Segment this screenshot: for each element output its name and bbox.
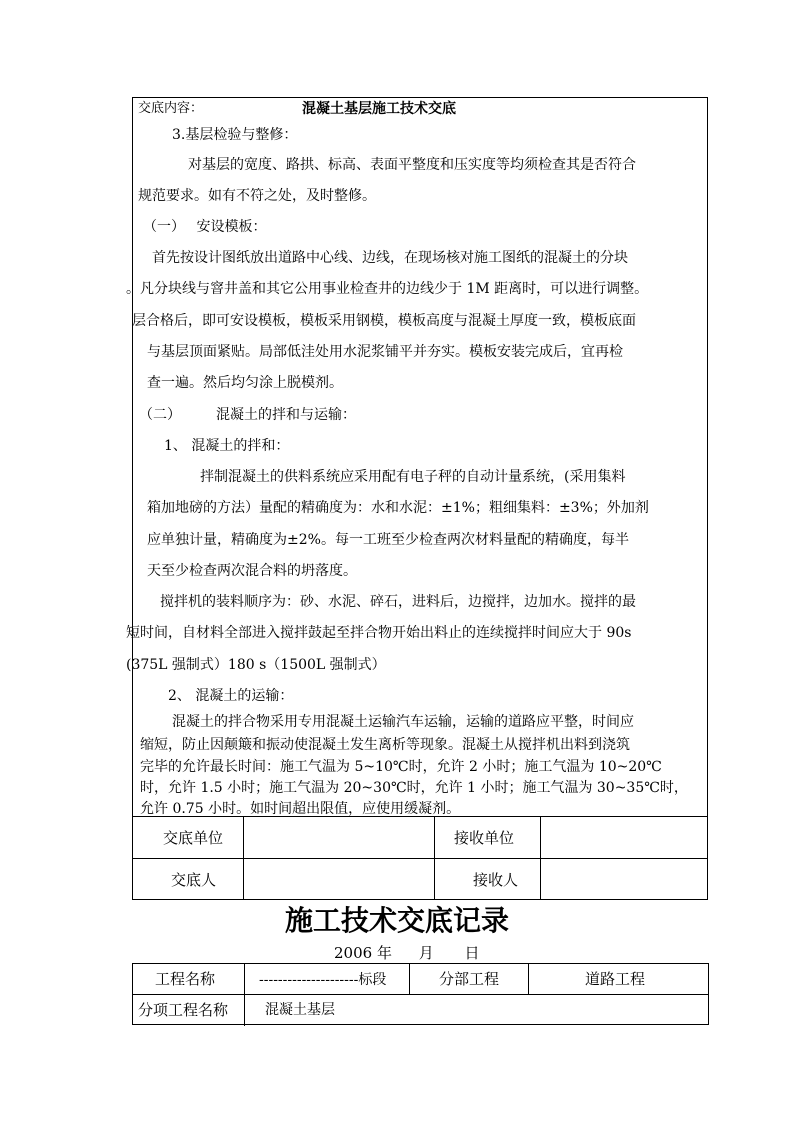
jieshou-person-label: 接收人 bbox=[473, 871, 519, 889]
body-line: (375L 强制式）180 s（1500L 强制式） bbox=[126, 657, 386, 673]
body-line: 箱加地磅的方法）量配的精确度为：水和水泥：±1%；粗细集料：±3%；外加剂 bbox=[147, 500, 649, 516]
record-date bbox=[334, 943, 480, 963]
date-day: 日 bbox=[464, 944, 480, 962]
body-line: 应单独计量，精确度为±2%。每一工班至少检查两次材料量配的精确度，每半 bbox=[147, 532, 629, 548]
body-line: 完毕的允许最长时间：施工气温为 5~10℃时，允许 2 小时；施工气温为 10~20℃ bbox=[140, 759, 662, 775]
date-month: 月 bbox=[418, 944, 434, 962]
body-line: 与基层顶面紧贴。局部低洼处用水泥浆铺平并夯实。模板安装完成后，宜再检 bbox=[147, 344, 623, 360]
body-line: 拌制混凝土的供料系统应采用配有电子秤的自动计量系统，(采用集料 bbox=[200, 469, 626, 485]
document-heading: 混凝土基层施工技术交底 bbox=[302, 101, 456, 117]
body-line: 缩短，防止因颠簸和振动使混凝土发生离析等现象。混凝土从搅拌机出料到浇筑 bbox=[140, 737, 630, 753]
division-value: 道路工程 bbox=[585, 970, 646, 988]
body-line: 时，允许 1.5 小时；施工气温为 20~30℃时，允许 1 小时；施工气温为 30~35℃时， bbox=[140, 780, 688, 796]
subitem-value: 混凝土基层 bbox=[265, 1002, 335, 1018]
table-divider bbox=[243, 817, 244, 899]
date-year: 2006 年 bbox=[334, 944, 392, 962]
subsection-heading: （一） 安设模板： bbox=[143, 219, 267, 235]
table-divider bbox=[434, 817, 435, 899]
table-divider bbox=[133, 994, 708, 995]
table-divider bbox=[528, 964, 529, 994]
jieshou-unit-label: 接收单位 bbox=[454, 829, 515, 847]
subitem-label: 分项工程名称 bbox=[138, 1001, 229, 1019]
record-title: 施工技术交底记录 bbox=[284, 904, 509, 937]
table-divider bbox=[409, 964, 410, 994]
item-heading: 2、 混凝土的运输： bbox=[168, 688, 294, 704]
body-line: 查一遍。然后均匀涂上脱模剂。 bbox=[147, 375, 343, 391]
jiaodi-unit-label: 交底单位 bbox=[163, 829, 224, 847]
body-line: 混凝土的拌合物采用专用混凝土运输汽车运输，运输的道路应平整，时间应 bbox=[172, 714, 634, 730]
project-name-label: 工程名称 bbox=[155, 970, 216, 988]
content-label: 交底内容： bbox=[138, 101, 204, 116]
table-divider bbox=[540, 817, 541, 899]
project-name-value: ---------------------标段 bbox=[259, 972, 387, 988]
jiaodi-person-label: 交底人 bbox=[171, 871, 217, 889]
body-line: 层合格后，即可安设模板，模板采用钢模，模板高度与混凝土厚度一致，模板底面 bbox=[132, 313, 636, 329]
signature-table bbox=[132, 816, 708, 900]
table-divider bbox=[244, 964, 245, 1026]
body-line: 允许 0.75 小时。如时间超出限值，应使用缓凝剂。 bbox=[140, 801, 461, 817]
body-line: 对基层的宽度、路拱、标高、表面平整度和压实度等均须检查其是否符合 bbox=[188, 157, 636, 173]
body-line: 。凡分块线与窨井盖和其它公用事业检查井的边线少于 1M 距离时，可以进行调整。 bbox=[126, 281, 649, 297]
body-line: 短时间，自材料全部进入搅拌鼓起至拌合物开始出料止的连续搅拌时间应大于 90s bbox=[126, 625, 632, 641]
body-line: 搅拌机的装料顺序为：砂、水泥、碎石，进料后，边搅拌，边加水。搅拌的最 bbox=[160, 594, 636, 610]
item-heading: 1、 混凝土的拌和： bbox=[164, 438, 290, 454]
table-divider bbox=[133, 858, 707, 859]
division-label: 分部工程 bbox=[439, 970, 500, 988]
subsection-heading: （二） 混凝土的拌和与运输： bbox=[139, 407, 356, 423]
body-line: 天至少检查两次混合料的坍落度。 bbox=[147, 563, 357, 579]
body-line: 规范要求。如有不符之处，及时整修。 bbox=[138, 188, 376, 204]
section-heading: 3.基层检验与整修： bbox=[172, 127, 298, 143]
body-line: 首先按设计图纸放出道路中心线、边线，在现场核对施工图纸的混凝土的分块 bbox=[152, 250, 628, 266]
project-info-table bbox=[132, 963, 709, 1025]
